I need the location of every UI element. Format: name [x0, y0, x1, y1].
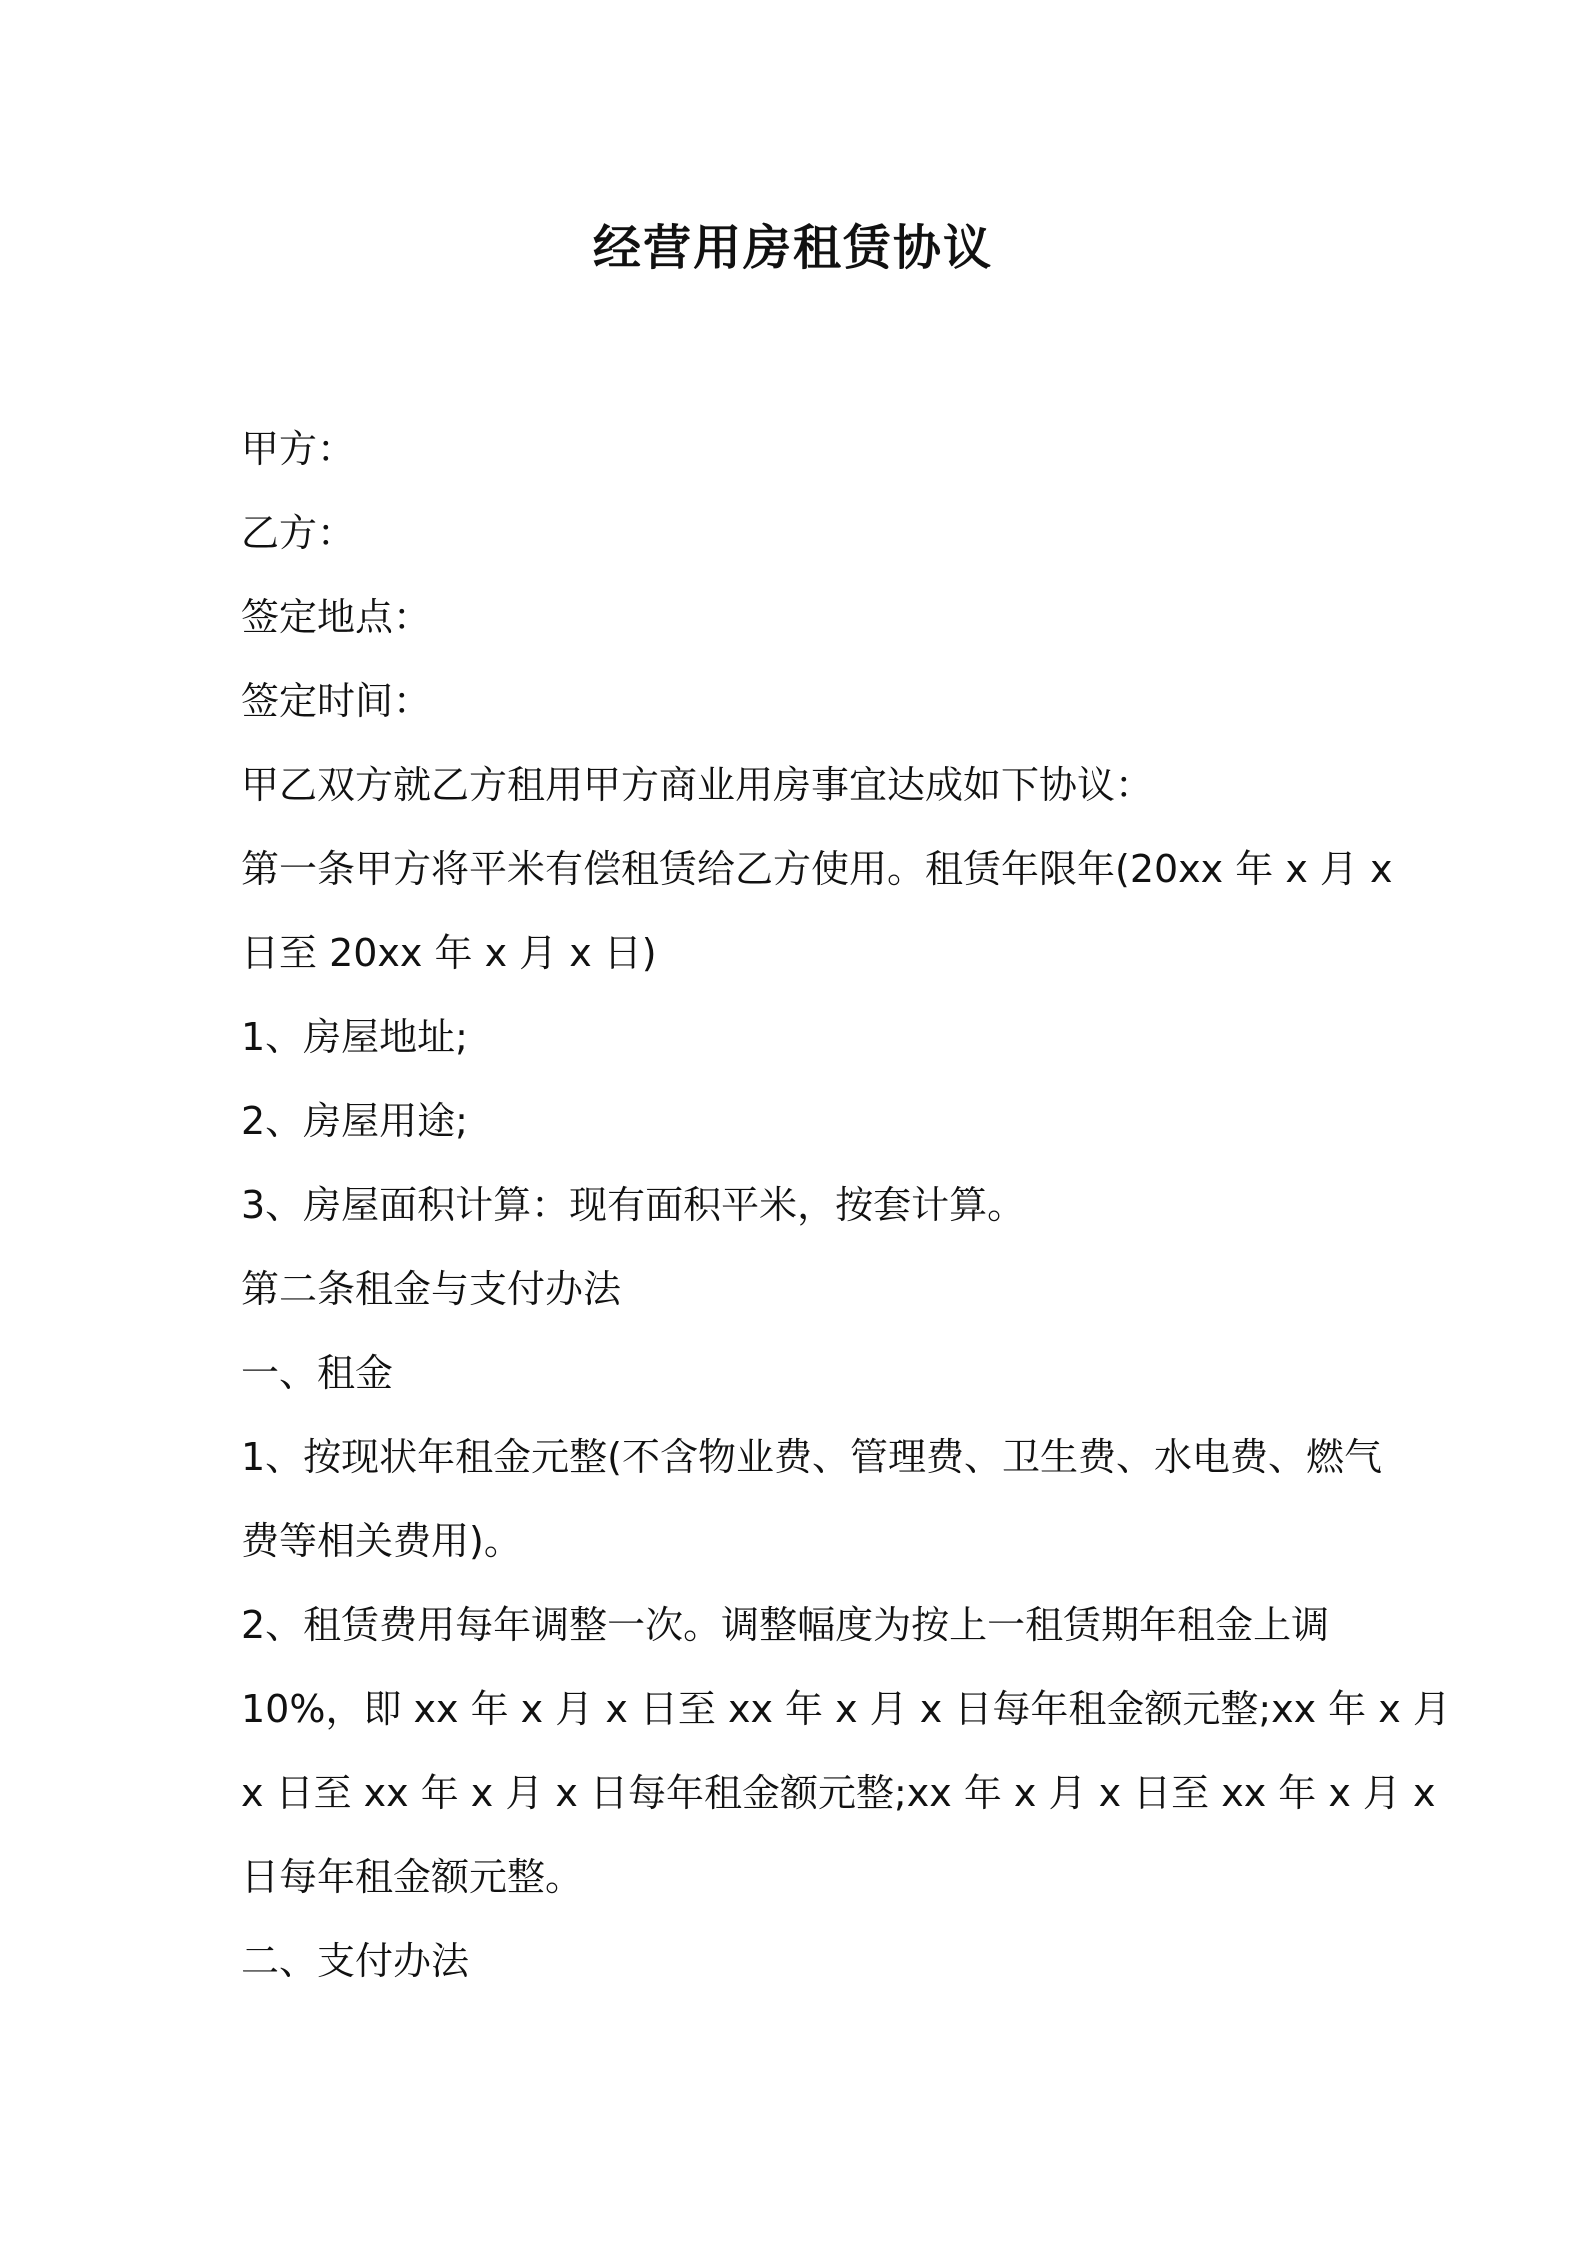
article-2-heading: 第二条租金与支付办法	[241, 1267, 622, 1311]
section-rent-heading: 一、租金	[241, 1351, 394, 1395]
rent-clause-2: 2、租赁费用每年调整一次。调整幅度为按上一租赁期年租金上调	[241, 1603, 1330, 1647]
section-payment-heading: 二、支付办法	[241, 1939, 470, 1983]
rent-clause-1: 1、按现状年租金元整(不含物业费、管理费、卫生费、水电费、燃气	[241, 1435, 1383, 1479]
rent-clause-1-continuation: 费等相关费用)。	[241, 1519, 522, 1563]
party-a-line: 甲方：	[241, 427, 356, 471]
document-body	[241, 407, 1451, 2003]
rent-clause-2-continuation-1: 10%，即 xx 年 x 月 x 日至 xx 年 x 月 x 日每年租金额元整;xx 年 x 月	[241, 1687, 1451, 1731]
preamble-line: 甲乙双方就乙方租用甲方商业用房事宜达成如下协议：	[241, 763, 1154, 807]
clause-area-calculation: 3、房屋面积计算：现有面积平米，按套计算。	[241, 1183, 1026, 1227]
rent-clause-2-continuation-2: x 日至 xx 年 x 月 x 日每年租金额元整;xx 年 x 月 x 日至 xx 年 x 月 x	[241, 1771, 1436, 1815]
document-title: 经营用房租赁协议	[592, 220, 993, 276]
signing-time-line: 签定时间：	[241, 679, 432, 723]
rent-clause-2-continuation-3: 日每年租金额元整。	[241, 1855, 584, 1899]
party-b-line: 乙方：	[241, 511, 356, 555]
article-1-line: 第一条甲方将平米有偿租赁给乙方使用。租赁年限年(20xx 年 x 月 x	[241, 847, 1393, 891]
signing-place-line: 签定地点：	[241, 595, 432, 639]
clause-house-address: 1、房屋地址;	[241, 1015, 468, 1059]
clause-house-use: 2、房屋用途;	[241, 1099, 468, 1143]
article-1-continuation: 日至 20xx 年 x 月 x 日)	[241, 931, 657, 975]
